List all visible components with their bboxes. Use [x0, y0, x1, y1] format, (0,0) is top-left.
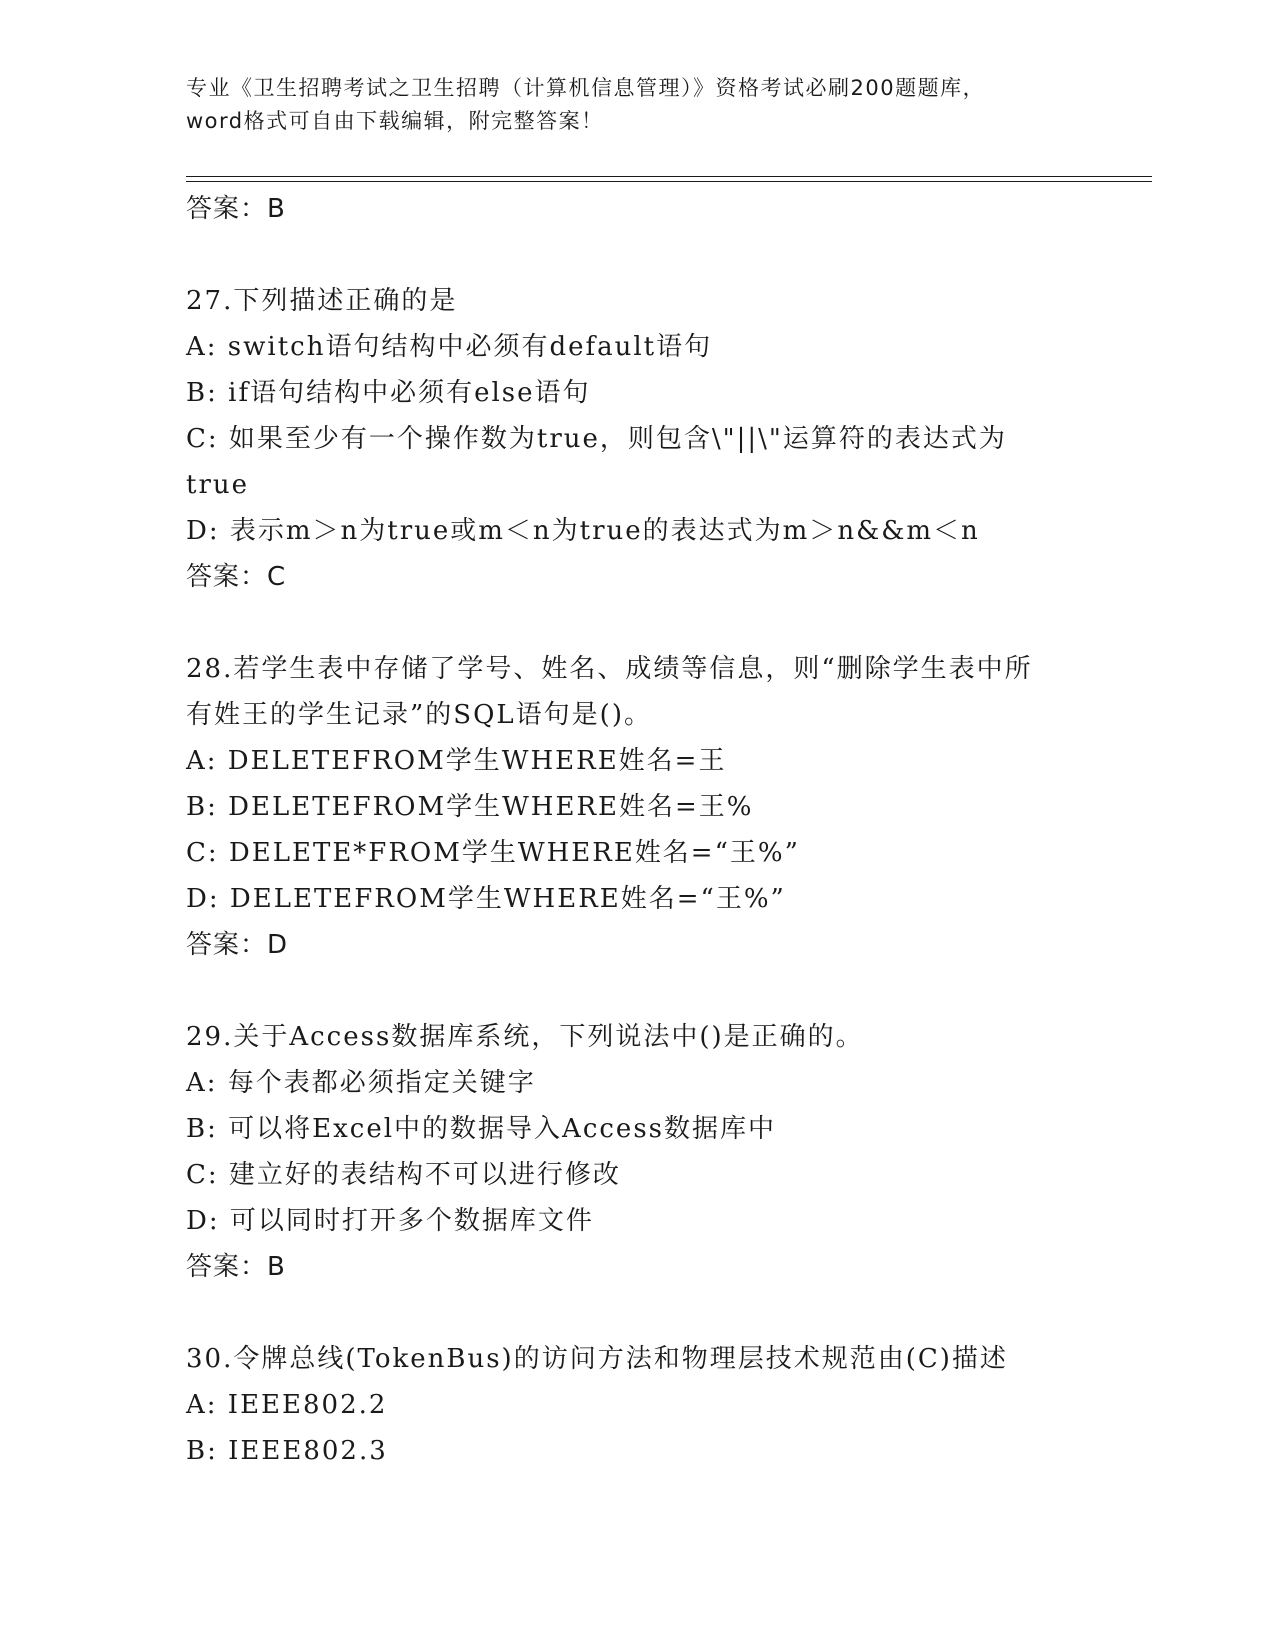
answer-line: 答案：C: [186, 562, 287, 592]
answer-option: B: DELETEFROM学生WHERE姓名=王%: [186, 792, 754, 822]
question-spacer: [186, 1290, 1126, 1336]
header-line-1: 专业《卫生招聘考试之卫生招聘（计算机信息管理）》资格考试必刷200题题库，: [186, 76, 986, 100]
question-block: [186, 1014, 1126, 1290]
question-spacer: [186, 600, 1126, 646]
answer-option: C: 建立好的表结构不可以进行修改: [186, 1160, 621, 1190]
answer-option: B: IEEE802.3: [186, 1436, 388, 1466]
question-spacer: [186, 232, 1126, 278]
answer-option: B: 可以将Excel中的数据导入Access数据库中: [186, 1114, 777, 1144]
answer-option: A: IEEE802.2: [186, 1390, 388, 1420]
header-divider-top: [186, 176, 1152, 177]
header-line-2: word格式可自由下载编辑，附完整答案！: [186, 109, 604, 133]
question-stem: 28.若学生表中存储了学号、姓名、成绩等信息，则“删除学生表中所: [186, 654, 1033, 684]
answer-line: 答案：D: [186, 930, 289, 960]
answer-option: D: 表示m＞n为true或m＜n为true的表达式为m＞n&&m＜n: [186, 516, 980, 546]
question-stem: 27.下列描述正确的是: [186, 286, 458, 316]
answer-option: A: DELETEFROM学生WHERE姓名=王: [186, 746, 727, 776]
question-stem: 有姓王的学生记录”的SQL语句是()。: [186, 700, 652, 730]
page-header: [186, 72, 1086, 138]
question-spacer: [186, 968, 1126, 1014]
answer-line: 答案：B: [186, 194, 286, 224]
question-block: [186, 278, 1126, 600]
answer-option: D: 可以同时打开多个数据库文件: [186, 1206, 594, 1236]
answer-option: B: if语句结构中必须有else语句: [186, 378, 591, 408]
answer-option: D: DELETEFROM学生WHERE姓名=“王%”: [186, 884, 786, 914]
answer-option: A: switch语句结构中必须有default语句: [186, 332, 713, 362]
answer-line: 答案：B: [186, 1252, 286, 1282]
answer-option: true: [186, 470, 250, 500]
answer-option: C: DELETE*FROM学生WHERE姓名=“王%”: [186, 838, 800, 868]
question-stem: 29.关于Access数据库系统，下列说法中()是正确的。: [186, 1022, 864, 1052]
question-block: [186, 646, 1126, 968]
header-divider-bottom: [186, 181, 1152, 182]
question-list: [186, 186, 1126, 1474]
question-block: [186, 1336, 1126, 1474]
answer-option: C: 如果至少有一个操作数为true，则包含\"||\"运算符的表达式为: [186, 424, 1007, 454]
answer-option: A: 每个表都必须指定关键字: [186, 1068, 536, 1098]
question-stem: 30.令牌总线(TokenBus)的访问方法和物理层技术规范由(C)描述: [186, 1344, 1008, 1374]
